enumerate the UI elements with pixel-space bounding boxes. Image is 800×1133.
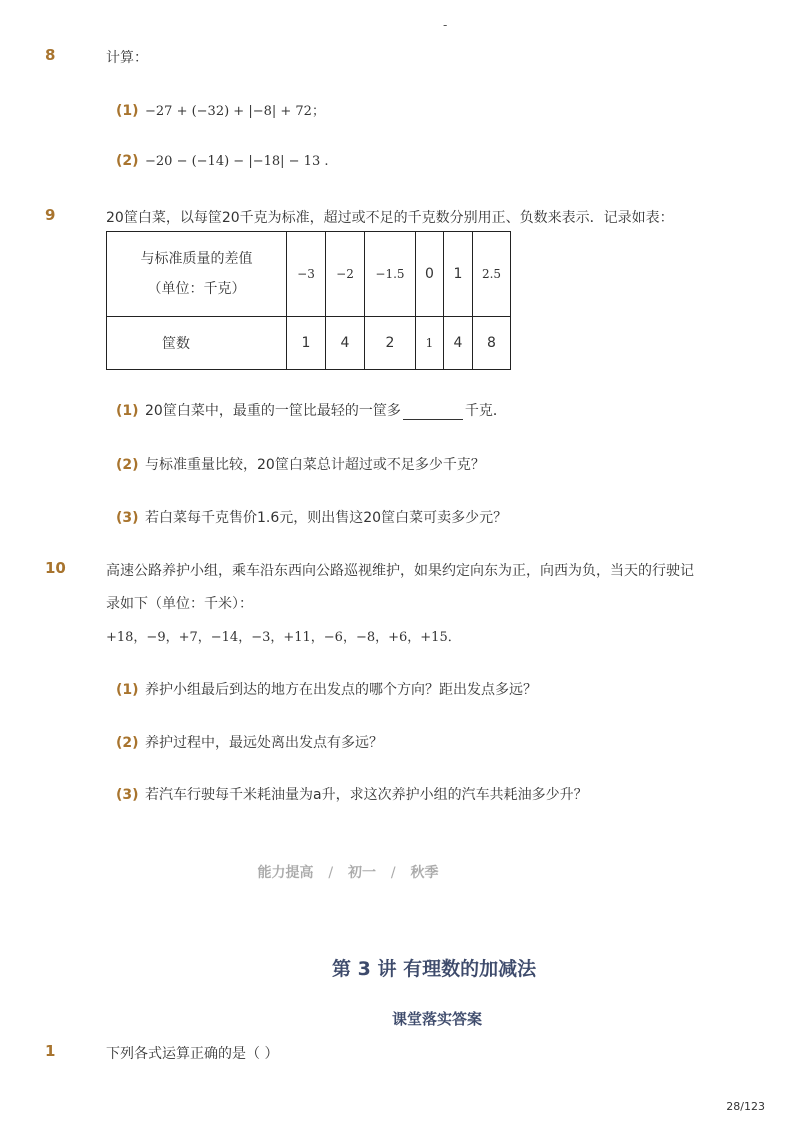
part-text-suffix: 千克．: [464, 403, 507, 419]
question-8-text: 计算：: [106, 50, 148, 66]
part-text: 若白菜每千克售价1.6元，则出售这20筐白菜可卖多少元？: [145, 510, 508, 526]
part-text: 20筐白菜中，最重的一筐比最轻的一筐多: [145, 403, 401, 419]
header-line-2: （单位：千克）: [147, 281, 246, 297]
table-cell-diff: 0: [416, 232, 444, 317]
question-1-number: 1: [45, 1042, 56, 1060]
table-cell-count: 4: [326, 317, 365, 370]
question-10-text-line-2: 录如下（单位：千米）：: [106, 596, 253, 612]
question-10-number: 10: [45, 559, 66, 577]
part-text: 与标准重量比较，20筐白菜总计超过或不足多少千克？: [145, 457, 485, 473]
table-header-difference: [107, 232, 287, 317]
lesson-title: 第 3 讲 有理数的加减法: [332, 958, 537, 980]
question-10-part-3: [116, 784, 588, 804]
top-mark: -: [443, 18, 448, 32]
table-cell-diff: −3: [287, 232, 326, 317]
question-8-number: 8: [45, 46, 56, 64]
footer-part-2: 初一: [348, 865, 376, 881]
table-row-differences: [107, 232, 511, 317]
part-label: (3): [116, 787, 139, 803]
part-label: (2): [116, 457, 139, 473]
table-cell-diff: 2.5: [473, 232, 511, 317]
answer-blank: [403, 405, 463, 420]
table-row-counts: [107, 317, 511, 370]
part-text: 若汽车行驶每千米耗油量为a升，求这次养护小组的汽车共耗油多少升？: [145, 787, 588, 803]
question-10-part-1: [116, 679, 537, 699]
question-10-part-2: [116, 732, 383, 752]
question-8-part-2: [116, 153, 329, 169]
question-9-number: 9: [45, 206, 56, 224]
footer-part-3: 秋季: [410, 865, 439, 881]
part-label: (3): [116, 510, 139, 526]
part-label: (2): [116, 735, 139, 751]
table-cell-count: 2: [365, 317, 416, 370]
part-label: (2): [116, 153, 139, 169]
table-cell-diff: 1: [444, 232, 473, 317]
part-text: 养护小组最后到达的地方在出发点的哪个方向？距出发点多远？: [145, 682, 537, 698]
question-9-text: 20筐白菜，以每筐20千克为标准，超过或不足的千克数分别用正、负数来表示．记录如表：: [106, 210, 674, 226]
question-9-part-1: [116, 400, 507, 420]
table-header-count: 筐数: [107, 317, 287, 370]
footer-separator: /: [328, 865, 334, 881]
table-cell-diff: −2: [326, 232, 365, 317]
math-expression: −20 − (−14) − |−18| − 13 .: [145, 154, 329, 169]
page-number: 28/123: [726, 1100, 765, 1113]
part-label: (1): [116, 103, 139, 119]
part-label: (1): [116, 682, 139, 698]
footer-separator: /: [390, 865, 396, 881]
footer-part-1: 能力提高: [257, 865, 314, 881]
question-1-text: 下列各式运算正确的是（ ）: [106, 1046, 279, 1062]
page-footer-breadcrumb: [0, 862, 696, 882]
question-8-part-1: [116, 100, 325, 119]
table-cell-count: 1: [287, 317, 326, 370]
answer-section-title: 课堂落实答案: [392, 1010, 483, 1028]
header-line-1: 与标准质量的差值: [140, 251, 253, 267]
part-label: (1): [116, 403, 139, 419]
table-cell-diff: −1.5: [365, 232, 416, 317]
math-expression: −27 + (−32) + |−8| + 72；: [145, 104, 325, 119]
cabbage-weight-table: [106, 231, 511, 370]
driving-record: +18，−9，+7，−14，−3，+11，−6，−8，+6，+15．: [106, 630, 461, 645]
question-10-text-line-1: 高速公路养护小组，乘车沿东西向公路巡视维护，如果约定向东为正，向西为负，当天的行驶记: [106, 563, 694, 579]
part-text: 养护过程中，最远处离出发点有多远？: [145, 735, 383, 751]
question-9-part-2: [116, 454, 485, 474]
table-cell-count: 4: [444, 317, 473, 370]
table-cell-count: 8: [473, 317, 511, 370]
question-9-part-3: [116, 507, 507, 527]
table-cell-count: 1: [416, 317, 444, 370]
